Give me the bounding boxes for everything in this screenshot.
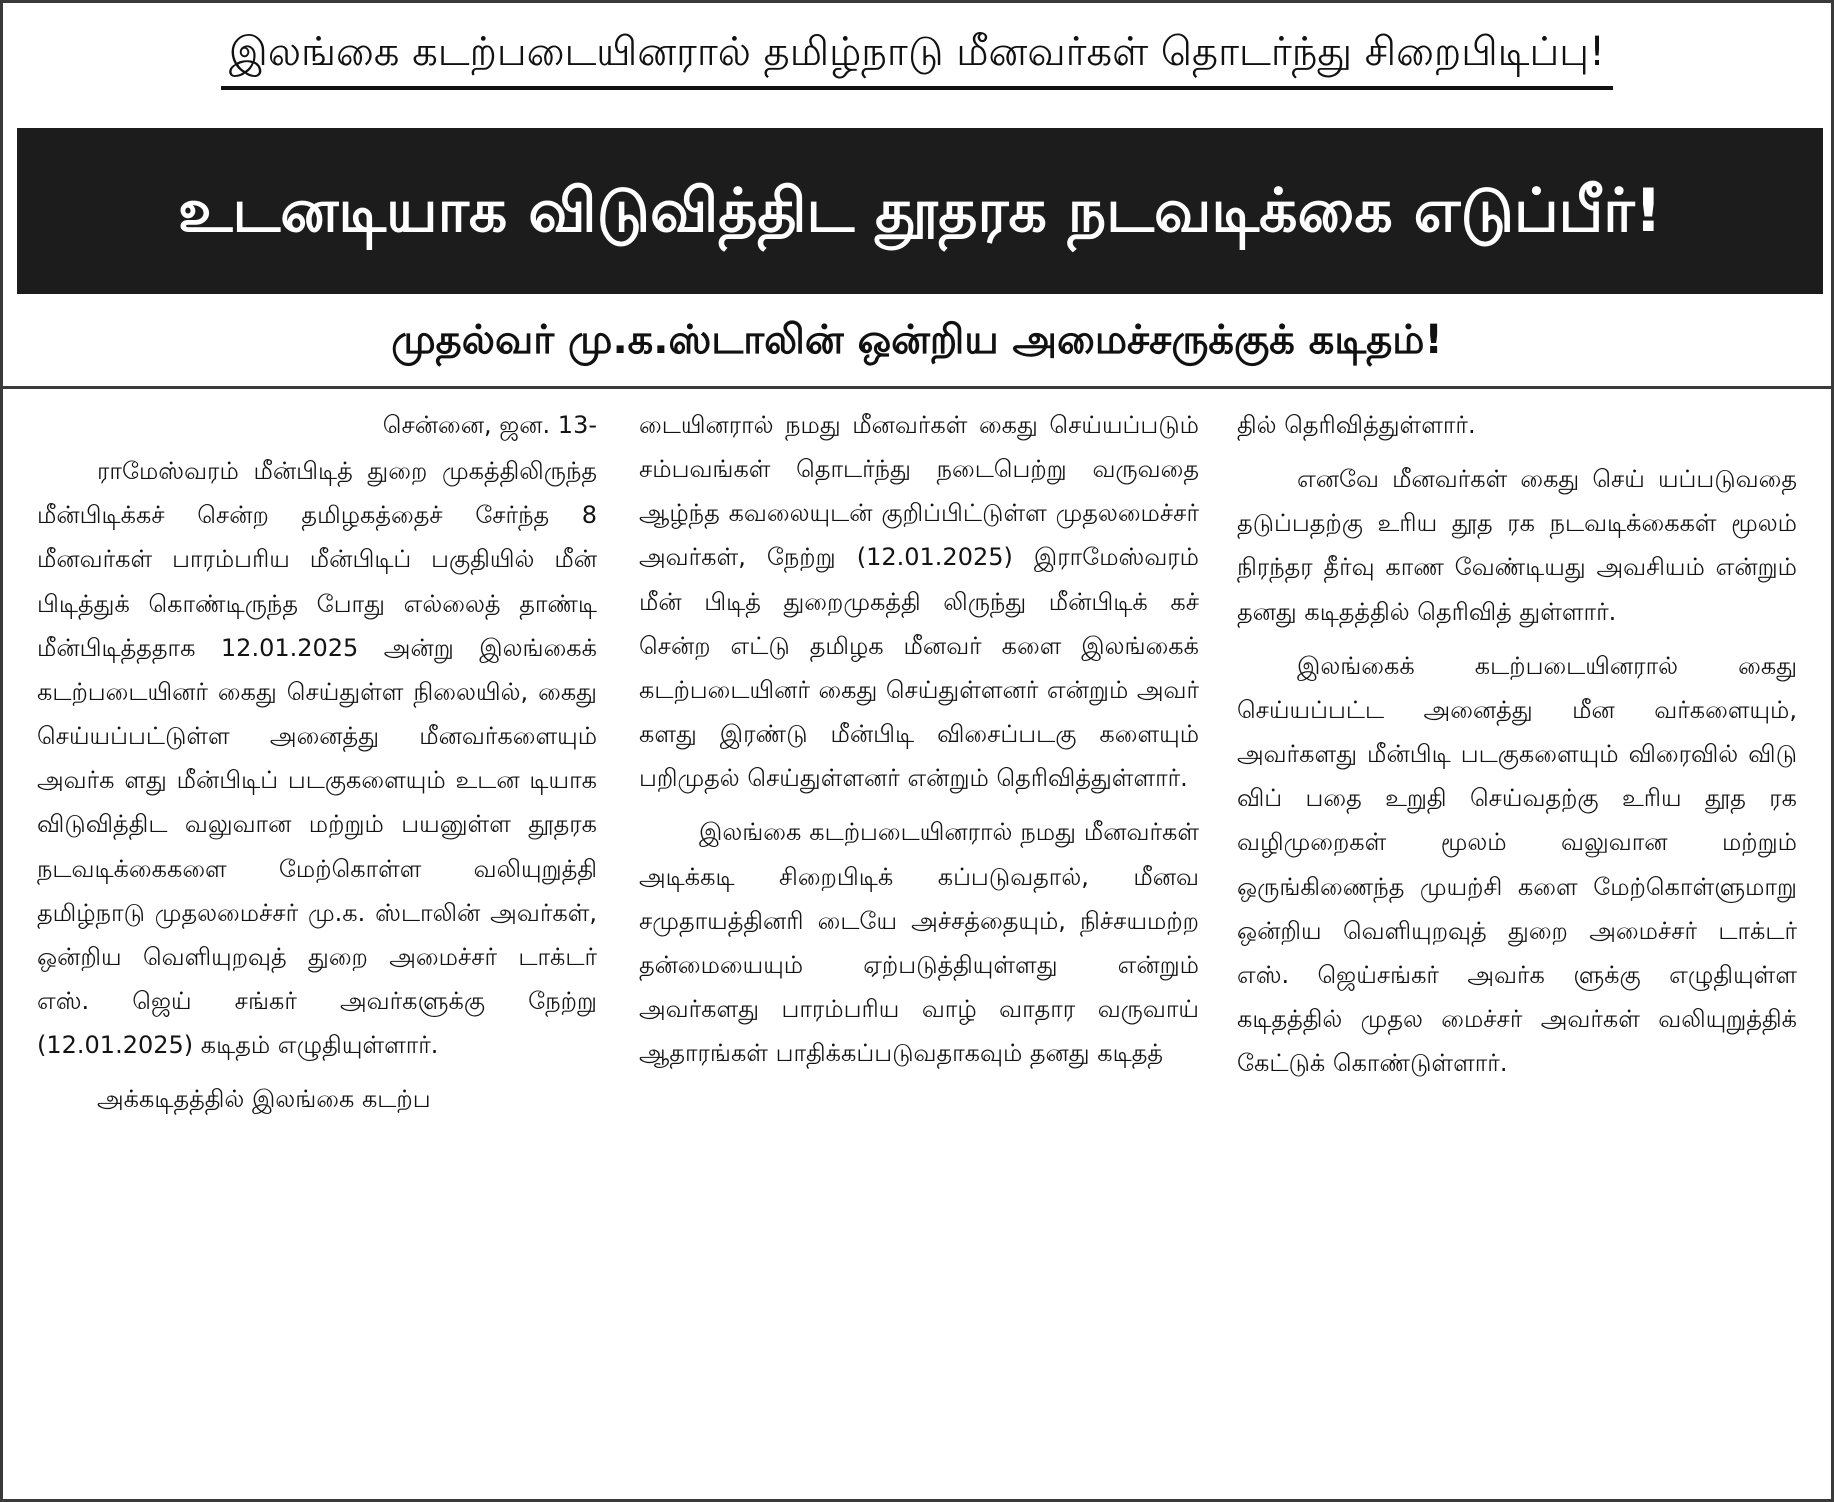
paragraph: இலங்கை கடற்படையினரால் நமது மீனவர்கள் அடிக்கடி சிறைபிடிக் கப்படுவதால், மீனவ சமுதாயத்தினரி டையே அச்சத்தையும், நிச்சயமற்ற தன்மையையும் ஏற்படுத்தியுள்ளது என்றும் அவர்களது பாரம்பரிய வாழ் வாதார வருவாய் ஆதாரங்கள் பாதிக்கப்படுவதாகவும் தனது கடிதத்	[639, 818, 1199, 1068]
paragraph: தில் தெரிவித்துள்ளார்.	[1237, 411, 1476, 439]
kicker	[3, 3, 1831, 118]
paragraph: இலங்கைக் கடற்படையினரால் கைது செய்யப்பட்ட அனைத்து மீன வர்களையும், அவர்களது மீன்பிடி படகுகளையும் விரைவில் விடு விப் பதை உறுதி செய்வதற்கு உரிய தூத ரக வழிமுறைகள் மூலம் வலுவான மற்றும் ஒருங்கிணைந்த முயற்சி களை மேற்கொள்ளுமாறு ஒன்றிய வெளியுறவுத் துறை அமைச்சர் டாக்டர் எஸ். ஜெய்சங்கர் அவர்க ளுக்கு எழுதியுள்ள கடிதத்தில் முதல மைச்சர் அவர்கள் வலியுறுத்திக் கேட்டுக் கொண்டுள்ளார்.	[1237, 651, 1797, 1078]
paragraph: டையினரால் நமது மீனவர்கள் கைது செய்யப்படும் சம்பவங்கள் தொடர்ந்து நடைபெற்று வருவதை ஆழ்ந்த கவலையுடன் குறிப்பிட்டுள்ள முதலமைச்சர் அவர்கள், நேற்று (12.01.2025) இராமேஸ்வரம் மீன் பிடித் துறைமுகத்தி லிருந்து மீன்பிடிக் கச் சென்ற எட்டு தமிழக மீனவர் களை இலங்கைக் கடற்படையினர் கைது செய்துள்ளனர் என்றும் அவர் களது இரண்டு மீன்பிடி விசைப்படகு களையும் பறிமுதல் செய்துள்ளனர் என்றும் தெரிவித்துள்ளார்.	[639, 411, 1199, 793]
column-2	[639, 403, 1199, 1085]
subheadline	[3, 294, 1831, 386]
dateline: சென்னை, ஜன. 13-	[382, 411, 597, 439]
kicker-text: இலங்கை கடற்படையினரால் தமிழ்நாடு மீனவர்கள் தொடர்ந்து சிறைபிடிப்பு!	[221, 32, 1613, 90]
paragraph: எனவே மீனவர்கள் கைது செய் யப்படுவதை தடுப்பதற்கு உரிய தூத ரக நடவடிக்கைகள் மூலம் நிரந்தர தீர்வு காண வேண்டியது அவசியம் என்றும் தனது கடிதத்தில் தெரிவித் துள்ளார்.	[1237, 465, 1797, 626]
article-body	[3, 389, 1831, 1499]
column-1	[37, 403, 597, 1132]
paragraph: ராமேஸ்வரம் மீன்பிடித் துறை முகத்திலிருந்த மீன்பிடிக்கச் சென்ற தமிழகத்தைச் சேர்ந்த 8 மீனவர்கள் பாரம்பரிய மீன்பிடிப் பகுதியில் மீன் பிடித்துக் கொண்டிருந்த போது எல்லைத் தாண்டி மீன்பிடித்ததாக 12.01.2025 அன்று இலங்கைக் கடற்படையினர் கைது செய்துள்ள நிலையில், கைது செய்யப்பட்டுள்ள அனைத்து மீனவர்களையும் அவர்க ளது மீன்பிடிப் படகுகளையும் உடன டியாக விடுவித்திட வலுவான மற்றும் பயனுள்ள தூதரக நடவடிக்கைகளை மேற்கொள்ள வலியுறுத்தி தமிழ்நாடு முதலமைச்சர் மு.க. ஸ்டாலின் அவர்கள், ஒன்றிய வெளியுறவுத் துறை அமைச்சர் டாக்டர் எஸ். ஜெய் சங்கர் அவர்களுக்கு நேற்று (12.01.2025) கடிதம் எழுதியுள்ளார்.	[37, 457, 597, 1060]
subheadline-text: முதல்வர் மு.க.ஸ்டாலின் ஒன்றிய அமைச்சருக்குக் கடிதம்!	[391, 317, 1443, 363]
headline: உடனடியாக விடுவித்திட தூதரக நடவடிக்கை எடுப்பீர்!	[178, 176, 1662, 246]
column-3	[1237, 403, 1797, 1095]
headline-band	[17, 128, 1823, 294]
paragraph: அக்கடிதத்தில் இலங்கை கடற்ப	[97, 1085, 431, 1114]
